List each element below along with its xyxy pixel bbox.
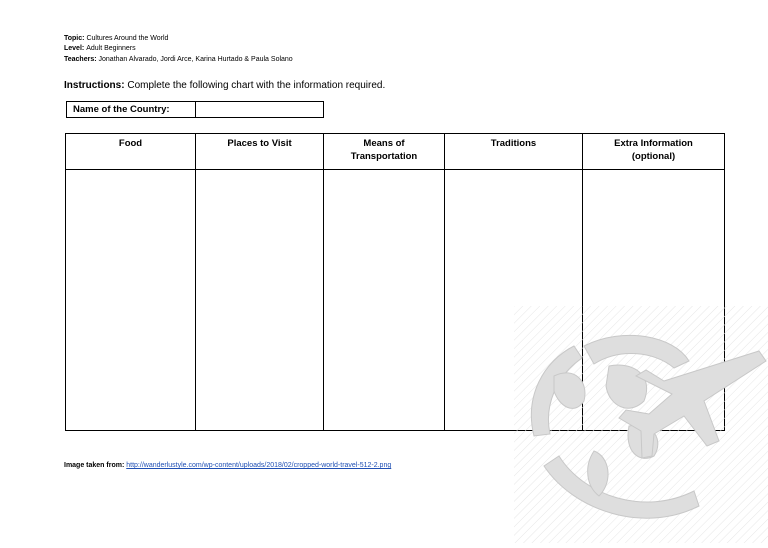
teachers-value: Jonathan Alvarado, Jordi Arce, Karina Hurtado & Paula Solano xyxy=(98,56,293,63)
header-extra xyxy=(583,134,725,170)
chart-header-row xyxy=(66,134,725,170)
country-field xyxy=(66,101,324,118)
level-value: Adult Beginners xyxy=(86,45,136,52)
country-label: Name of the Country: xyxy=(67,102,196,117)
topic-line xyxy=(64,34,168,43)
credit-link[interactable]: http://wanderlustyle.com/wp-content/uploads/2018/02/cropped-world-travel-512-2.png xyxy=(126,462,392,469)
country-input[interactable] xyxy=(197,102,323,117)
header-transportation xyxy=(324,134,445,170)
instructions xyxy=(64,80,385,92)
topic-value: Cultures Around the World xyxy=(86,35,169,42)
globe-airplane-icon xyxy=(514,306,768,543)
credit-label: Image taken from: xyxy=(64,462,125,469)
image-credit xyxy=(64,461,391,470)
cell-food[interactable] xyxy=(66,170,196,431)
level-label: Level: xyxy=(64,45,85,52)
teachers-line xyxy=(64,55,293,64)
topic-label: Topic: xyxy=(64,35,85,42)
header-transportation-line2: Transportation xyxy=(350,151,418,162)
cell-transportation[interactable] xyxy=(324,170,445,431)
header-places: Places to Visit xyxy=(196,134,324,170)
instructions-text: Complete the following chart with the information required. xyxy=(127,80,386,91)
cell-places[interactable] xyxy=(196,170,324,431)
header-food: Food xyxy=(66,134,196,170)
level-line xyxy=(64,44,136,53)
instructions-label: Instructions: xyxy=(64,80,125,91)
header-extra-line1: Extra Information xyxy=(614,138,693,149)
header-transportation-line1: Means of xyxy=(363,138,405,149)
teachers-label: Teachers: xyxy=(64,56,97,63)
header-extra-line2: (optional) xyxy=(631,151,676,162)
header-traditions: Traditions xyxy=(445,134,583,170)
